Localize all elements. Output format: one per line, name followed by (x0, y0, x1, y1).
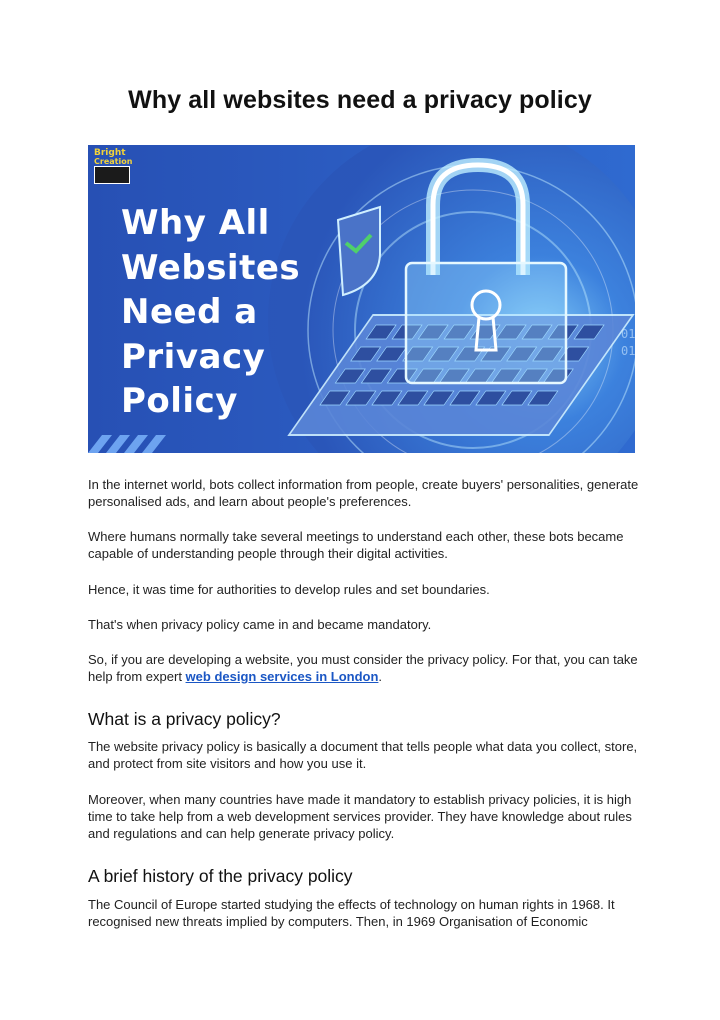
paragraph: Where humans normally take several meetings to understand each other, these bots became capable of understanding people through their digital activities. (88, 529, 624, 561)
brand-logo: Bright Creation (91, 147, 131, 184)
hero-headline-line: Why All (121, 203, 270, 243)
hero-headline-line: Websites (121, 247, 301, 288)
web-design-services-link[interactable]: web design services in London (185, 669, 379, 684)
paragraph: The website privacy policy is basically a document that tells people what data you collect, store, and protect from site visitors and how you use it. (88, 739, 638, 771)
paragraph: That's when privacy policy came in and became mandatory. (88, 617, 432, 632)
svg-text:01: 01 (621, 344, 635, 358)
page-title: Why all websites need a privacy policy (128, 86, 592, 114)
hero-headline (121, 201, 300, 424)
section-heading: What is a privacy policy? (88, 709, 281, 729)
hero-headline-line: Need a (121, 292, 258, 332)
logo-badge (94, 166, 130, 184)
paragraph-with-link: So, if you are developing a website, you must consider the privacy policy. For that, you can take help from expert web design services in London. (88, 652, 638, 684)
hero-headline-line: Policy (121, 381, 238, 421)
hero-image (88, 145, 635, 453)
paragraph: Hence, it was time for authorities to develop rules and set boundaries. (88, 582, 490, 597)
paragraph: In the internet world, bots collect information from people, create buyers' personalities, generate personalised ads, and learn about people's preferences. (88, 477, 639, 509)
hero-headline-line: Privacy (121, 336, 266, 377)
svg-text:01: 01 (621, 327, 635, 341)
paragraph: Moreover, when many countries have made it mandatory to establish privacy policies, it is high time to take help from a web development services provider. They have knowledge about rules and regulations and can help generate privacy policy. (88, 792, 632, 841)
paragraph: The Council of Europe started studying the effects of technology on human rights in 1968. It recognised new threats implied by computers. Then, in 1969 Organisation of Economic (88, 897, 615, 929)
section-heading: A brief history of the privacy policy (88, 866, 353, 886)
